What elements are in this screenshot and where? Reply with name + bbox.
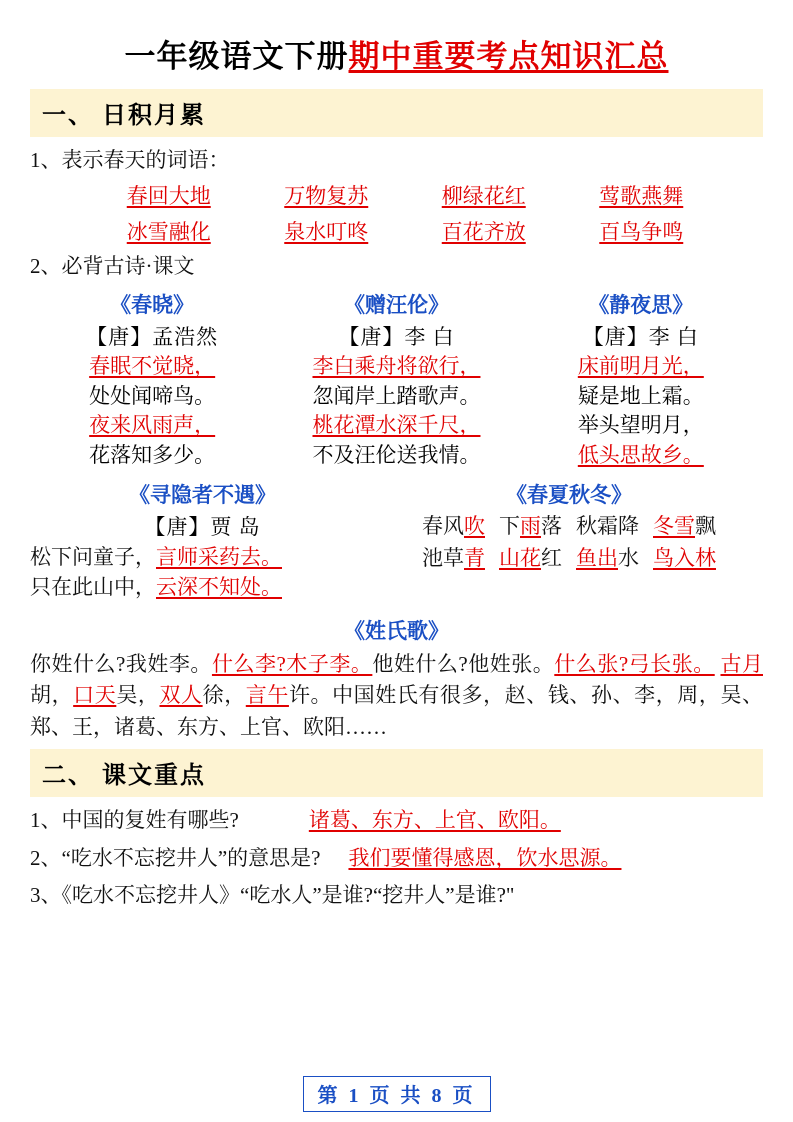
spring-word: 柳绿花红 (441, 184, 526, 209)
seasons-black: 秋霜降 (576, 514, 639, 538)
xingshige-segment: 口天 (73, 683, 117, 708)
spring-word: 万物复苏 (284, 184, 369, 209)
poem-line: 桃花潭水深千尺， (312, 413, 481, 438)
xingshige-segment: 言午 (245, 683, 289, 708)
seasons-red: 雨 (520, 514, 541, 538)
page-footer (0, 1076, 793, 1112)
poem-xunyinzhebuyu (30, 479, 375, 603)
item-label-poems: 2、必背古诗·课文 (30, 254, 195, 279)
poem-line: 处处闻啼鸟。 (89, 383, 216, 408)
poem-line-black: 松下问童子， (30, 545, 156, 569)
poem-author: 【唐】李 白 (338, 324, 455, 349)
spring-words-grid (90, 180, 720, 246)
poem-line-red: 云深不知处。 (156, 575, 282, 600)
section-heading-1: 一、 日积月累 (30, 89, 763, 137)
seasons-red: 吹 (464, 514, 485, 538)
poem-line: 忽闻岸上踏歌声。 (312, 383, 481, 408)
seasons-red: 鱼出 (576, 545, 618, 570)
xingshige-segment: 徐， (202, 683, 246, 708)
section-heading-2: 二、 课文重点 (30, 749, 763, 797)
seasons-line-2 (375, 543, 763, 575)
seasons-red: 冬雪 (653, 514, 695, 538)
poem-author: 【唐】孟浩然 (86, 324, 219, 349)
poem-jingyesi (519, 289, 763, 471)
poem-line: 床前明月光， (577, 353, 704, 378)
xingshige-segment: 你姓什么?我姓李。 (30, 651, 212, 676)
spring-word: 百鸟争鸣 (599, 220, 684, 245)
poem-line: 春眠不觉晓， (89, 353, 216, 378)
poem-title: 《静夜思》 (588, 292, 694, 317)
poem-line-black: 只在此山中， (30, 575, 156, 600)
poem-line (30, 572, 375, 602)
page-title (30, 38, 763, 77)
seasons-red: 青 (464, 545, 485, 570)
poem-title: 《春晓》 (110, 292, 195, 317)
qa-item-1 (30, 805, 763, 837)
seasons-black: 春风 (422, 514, 464, 538)
seasons-black: 水 (618, 545, 639, 570)
poem-author: 【唐】贾 岛 (144, 515, 261, 539)
page-title-red: 期中重要考点知识汇总 (348, 39, 669, 74)
page-title-black: 一年级语文下册 (124, 39, 349, 74)
poem-line: 举头望明月， (577, 413, 704, 438)
poem-line: 花落知多少。 (89, 443, 216, 468)
seasons-red: 山花 (499, 545, 541, 570)
page-number: 第 1 页 共 8 页 (303, 1076, 491, 1112)
poem-line: 李白乘舟将欲行， (312, 353, 481, 378)
poem-zengwanglun (274, 289, 518, 471)
poem-chunxiao (30, 289, 274, 471)
qa-answer: 诸葛、东方、上官、欧阳。 (308, 808, 561, 833)
qa-question: 3、《吃水不忘挖井人》“吃水人”是谁?“挖井人”是谁?" (30, 883, 515, 908)
poem-line: 不及汪伦送我情。 (312, 443, 481, 468)
seasons-black: 落 (541, 514, 562, 538)
xingshige-segment: 许。中国姓氏有很多，赵、钱、孙、李，周，吴、郑、王，诸葛、东方、上官、欧阳…… (30, 683, 764, 739)
xingshige-segment: 古月 (720, 651, 763, 676)
xingshige-segment: 双人 (159, 683, 203, 708)
seasons-line-1 (375, 511, 763, 543)
qa-answer: 我们要懂得感恩，饮水思源。 (348, 845, 622, 870)
poem-line (30, 542, 375, 572)
item-label-spring-words: 1、表示春天的词语： (30, 147, 230, 172)
seasons-black: 飘 (695, 514, 716, 538)
seasons-black: 下 (499, 514, 520, 538)
poem-row (30, 289, 763, 471)
qa-question: 2、“吃水不忘挖井人”的意思是? (30, 845, 321, 870)
poem-title: 《赠汪伦》 (343, 292, 449, 317)
xingshige-segment: 他姓什么?他姓张。 (372, 651, 555, 676)
qa-question: 1、中国的复姓有哪些? (30, 808, 239, 833)
xingshige-segment: 胡， (30, 683, 74, 708)
xingshige-title: 《姓氏歌》 (344, 618, 449, 643)
qa-item-2 (30, 843, 763, 875)
poem-line: 疑是地上霜。 (577, 383, 704, 408)
poem-line-red: 言师采药去。 (156, 545, 282, 569)
seasons-black: 池草 (422, 545, 464, 570)
xingshige-segment: 什么张?弓长张。 (554, 651, 715, 676)
spring-word: 百花齐放 (441, 220, 526, 245)
poem-line: 夜来风雨声， (89, 413, 216, 438)
seasons-red: 鸟入林 (653, 545, 716, 570)
spring-word: 莺歌燕舞 (599, 184, 684, 209)
xingshige-segment: 吴， (116, 683, 160, 708)
poem-line: 低头思故乡。 (577, 443, 704, 468)
spring-word: 泉水叮咚 (284, 220, 369, 245)
seasons-title: 《春夏秋冬》 (506, 483, 632, 507)
spring-word: 冰雪融化 (126, 220, 211, 245)
qa-item-3 (30, 880, 763, 912)
poem4-and-seasons-row (30, 479, 763, 603)
xingshige-body (30, 649, 763, 744)
poem-title: 《寻隐者不遇》 (129, 483, 276, 507)
text-chunxiaqiudong (375, 479, 763, 603)
poem-author: 【唐】李 白 (582, 324, 699, 349)
seasons-black: 红 (541, 545, 562, 570)
xingshige-segment: 什么李?木子李。 (211, 651, 373, 676)
spring-word: 春回大地 (126, 184, 211, 209)
